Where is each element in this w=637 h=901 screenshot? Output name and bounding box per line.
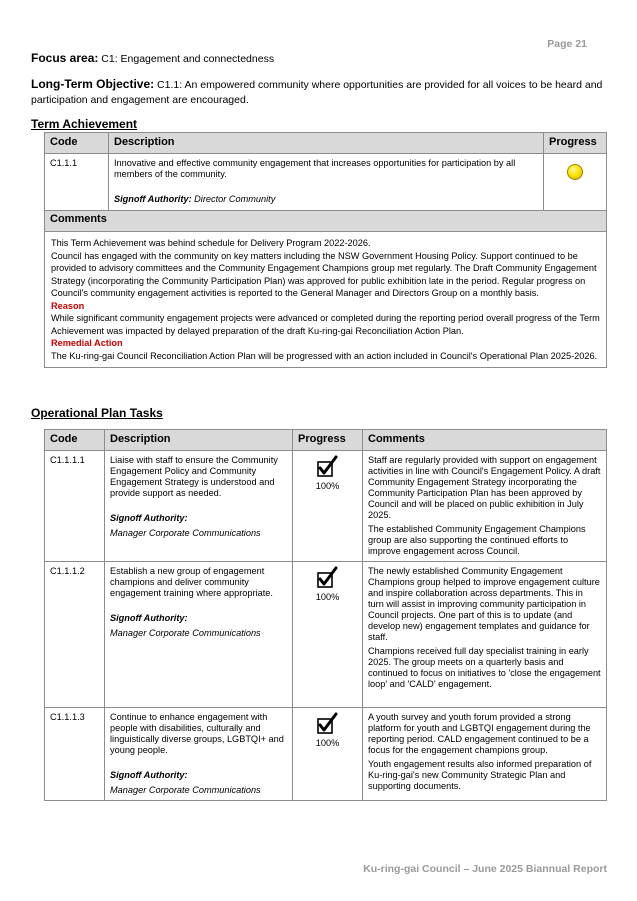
checkmark-icon bbox=[298, 712, 357, 736]
row-description bbox=[109, 154, 544, 211]
progress-status-icon bbox=[567, 164, 583, 180]
comments-header-row bbox=[45, 211, 607, 232]
signoff-value: Manager Corporate Communications bbox=[110, 785, 261, 795]
signoff-label: Signoff Authority: bbox=[114, 194, 192, 204]
task-code: C1.1.1.2 bbox=[45, 562, 105, 708]
comment-paragraph: Champions received full day specialist training in early 2025. The group meets on a quarterly basis and continued to focus on initiatives to 'close the engagement loop' and 'CALD' engagement. bbox=[368, 646, 601, 689]
task-description bbox=[105, 451, 293, 562]
remedial-label: Remedial Action bbox=[51, 338, 123, 348]
report-footer: Ku-ring-gai Council – June 2025 Biannual Report bbox=[363, 863, 607, 875]
signoff-label: Signoff Authority: bbox=[110, 513, 188, 523]
table-header-row bbox=[45, 430, 607, 451]
signoff-value: Manager Corporate Communications bbox=[110, 528, 261, 538]
task-comments bbox=[363, 562, 607, 708]
remedial-text: The Ku-ring-gai Council Reconciliation Action Plan will be progressed with an action included in Council's Operational Plan 2025-2026. bbox=[51, 350, 598, 361]
table-row bbox=[45, 562, 607, 708]
reason-label: Reason bbox=[51, 300, 85, 311]
comments-header: Comments bbox=[45, 211, 607, 232]
row-code: C1.1.1 bbox=[45, 154, 109, 211]
signoff-value: Manager Corporate Communications bbox=[110, 628, 261, 638]
checkmark-icon bbox=[298, 566, 357, 590]
task-progress bbox=[293, 708, 363, 801]
table-row bbox=[45, 708, 607, 801]
header-progress: Progress bbox=[293, 430, 363, 451]
signoff-value: Director Community bbox=[194, 194, 276, 204]
focus-area-label: Focus area: bbox=[31, 51, 99, 65]
comment-paragraph: Youth engagement results also informed preparation of Ku-ring-gai's new Community Strategic Plan and supporting documents. bbox=[368, 759, 592, 791]
table-header-row bbox=[45, 133, 607, 154]
table-row bbox=[45, 451, 607, 562]
checkmark-icon bbox=[298, 455, 357, 479]
comment-paragraph: Staff are regularly provided with support on engagement activities in line with Council's Engagement Policy. A draft Community Engagement Strategy incorporating the Community Participation Plan has been approved by Council and will be placed on public exhibition in July 2025. bbox=[368, 455, 601, 520]
header-description: Description bbox=[105, 430, 293, 451]
comment-paragraph: A youth survey and youth forum provided a strong platform for youth and LGBTQI engagement during the reporting period. CALD engagement continued to be a focus for the engagement champions group. bbox=[368, 712, 591, 755]
task-progress bbox=[293, 451, 363, 562]
task-description bbox=[105, 708, 293, 801]
task-description bbox=[105, 562, 293, 708]
page-number: Page 21 bbox=[547, 38, 587, 50]
long-term-objective bbox=[31, 77, 606, 108]
signoff-label: Signoff Authority: bbox=[110, 770, 188, 780]
description-text: Continue to enhance engagement with people with disabilities, culturally and linguistically diverse groups, LGBTQI+ and young people. bbox=[110, 712, 284, 755]
task-code: C1.1.1.3 bbox=[45, 708, 105, 801]
reason-text: While significant community engagement projects were advanced or completed during the reporting period overall progress of the Term Achievement was impacted by delayed preparation of the draft Ku-ring-gai Reconciliation Action Plan. bbox=[51, 313, 600, 336]
table-row bbox=[45, 154, 607, 211]
focus-area-value: C1: Engagement and connectedness bbox=[101, 53, 275, 65]
task-comments bbox=[363, 708, 607, 801]
comment-paragraph: Council has engaged with the community on key matters including the NSW Government Housing Policy. Support continued to be provided to advisory committees and the Community Engagement Champions group met regularly. The Draft Community Engagement Strategy (incorporating the Community Participation Plan) was approved for public exhibition late in the period. Regular progress on Council's community engagement activities is reported to the General Manager and Directors Group on a monthly basis. bbox=[51, 250, 597, 298]
comments-body bbox=[45, 232, 607, 368]
task-code: C1.1.1.1 bbox=[45, 451, 105, 562]
progress-percent: 100% bbox=[315, 738, 340, 748]
comment-paragraph: This Term Achievement was behind schedule for Delivery Program 2022-2026. bbox=[51, 238, 371, 248]
objective-label: Long-Term Objective: bbox=[31, 77, 155, 91]
operational-plan-table bbox=[44, 429, 607, 801]
progress-percent: 100% bbox=[315, 481, 340, 491]
header-progress: Progress bbox=[544, 133, 607, 154]
term-achievement-title: Term Achievement bbox=[31, 117, 138, 131]
operational-plan-title: Operational Plan Tasks bbox=[31, 406, 163, 420]
objective-value: C1.1: An empowered community where opportunities are provided for all voices to be heard and participation and engagement are encouraged. bbox=[31, 79, 603, 106]
description-text: Innovative and effective community engagement that increases opportunities for participation by all members of the community. bbox=[114, 158, 516, 179]
row-progress bbox=[544, 154, 607, 211]
description-text: Liaise with staff to ensure the Community Engagement Policy and Community Engagement Strategy is understood and provide support as needed. bbox=[110, 455, 278, 498]
header-comments: Comments bbox=[363, 430, 607, 451]
comment-paragraph: The newly established Community Engagement Champions group helped to improve engagement culture and inspire collaboration across departments. This in turn will assist in improving community participation in Council projects. One part of this is to update (and develop new) engagement templates and guidance for staff. bbox=[368, 566, 600, 642]
comment-paragraph: The established Community Engagement Champions group are also supporting the continued efforts to improve engagement across Council. bbox=[368, 524, 586, 556]
progress-percent: 100% bbox=[315, 592, 340, 602]
comments-row bbox=[45, 232, 607, 368]
header-code: Code bbox=[45, 133, 109, 154]
task-comments bbox=[363, 451, 607, 562]
header-code: Code bbox=[45, 430, 105, 451]
signoff-label: Signoff Authority: bbox=[110, 613, 188, 623]
task-progress bbox=[293, 562, 363, 708]
header-description: Description bbox=[109, 133, 544, 154]
term-achievement-table bbox=[44, 132, 607, 368]
description-text: Establish a new group of engagement champions and deliver community engagement training where appropriate. bbox=[110, 566, 273, 598]
focus-area bbox=[31, 51, 274, 65]
